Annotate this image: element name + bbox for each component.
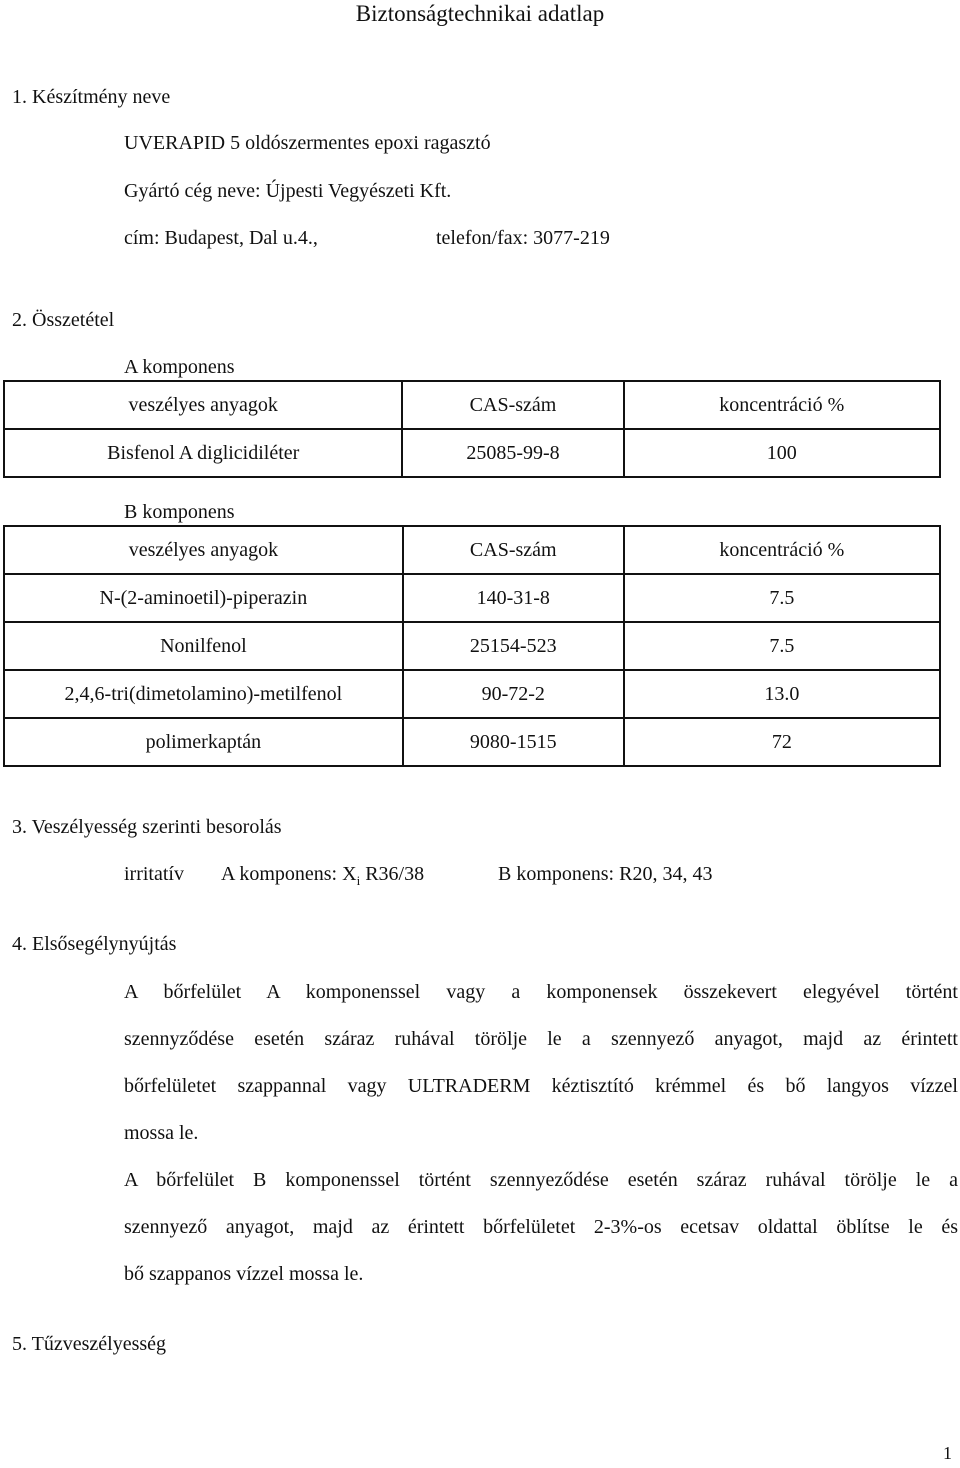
section-1-heading: 1. Készítmény neve <box>12 86 171 108</box>
table-cell: 7.5 <box>624 574 940 622</box>
page-number: 1 <box>943 1443 952 1463</box>
table-cell: 9080-1515 <box>403 718 624 766</box>
header-cell: CAS-szám <box>402 381 623 429</box>
address: cím: Budapest, Dal u.4., <box>124 227 318 249</box>
product-name: UVERAPID 5 oldószermentes epoxi ragasztó <box>124 132 491 154</box>
table-cell: Bisfenol A diglicidiléter <box>4 429 402 477</box>
table-cell: 72 <box>624 718 940 766</box>
table-row <box>4 670 940 718</box>
manufacturer: Gyártó cég neve: Újpesti Vegyészeti Kft. <box>124 180 452 202</box>
header-cell: veszélyes anyagok <box>4 526 403 574</box>
classification-subscript: i <box>356 873 361 888</box>
table-row <box>4 574 940 622</box>
table-cell: 7.5 <box>624 622 940 670</box>
section-2-heading: 2. Összetétel <box>12 309 115 331</box>
table-cell: 100 <box>624 429 940 477</box>
header-cell: CAS-szám <box>403 526 624 574</box>
irritant-label: irritatív <box>124 863 184 885</box>
table-cell: N-(2-aminoetil)-piperazin <box>4 574 403 622</box>
table-header-row <box>4 526 940 574</box>
table-cell: Nonilfenol <box>4 622 403 670</box>
header-cell: koncentráció % <box>624 381 940 429</box>
table-cell: 13.0 <box>624 670 940 718</box>
page-title: Biztonságtechnikai adatlap <box>355 1 605 26</box>
table-row <box>4 622 940 670</box>
table-cell: 25085-99-8 <box>402 429 623 477</box>
first-aid-line: mossa le. <box>124 1122 199 1144</box>
phone-fax: telefon/fax: 3077-219 <box>436 227 610 249</box>
section-3-heading: 3. Veszélyesség szerinti besorolás <box>12 816 282 838</box>
table-cell: 140-31-8 <box>403 574 624 622</box>
table-cell: 90-72-2 <box>403 670 624 718</box>
first-aid-line: bőrfelületet szappannal vagy ULTRADERM kéztisztító krémmel és bő langyos vízzel <box>124 1075 958 1097</box>
component-a-table <box>3 380 941 478</box>
header-cell: koncentráció % <box>624 526 940 574</box>
first-aid-line: A bőrfelület A komponenssel vagy a komponensek összekevert elegyével történt <box>124 981 958 1003</box>
first-aid-line: szennyződése esetén száraz ruhával törölje le a szennyező anyagot, majd az érintett <box>124 1028 958 1050</box>
first-aid-line: bő szappanos vízzel mossa le. <box>124 1263 364 1285</box>
table-cell: 25154-523 <box>403 622 624 670</box>
first-aid-line: szennyező anyagot, majd az érintett bőrfelületet 2-3%-os ecetsav oldattal öblítse le és <box>124 1216 958 1238</box>
component-a-label: A komponens <box>124 356 235 378</box>
component-b-label: B komponens <box>124 501 235 523</box>
component-b-classification: B komponens: R20, 34, 43 <box>498 863 713 885</box>
table-header-row <box>4 381 940 429</box>
first-aid-line: A bőrfelület B komponenssel történt szennyeződése esetén száraz ruhával törölje le a <box>124 1169 958 1191</box>
classification-prefix: A komponens: X <box>221 863 357 885</box>
component-a-classification <box>221 864 424 887</box>
table-cell: 2,4,6-tri(dimetolamino)-metilfenol <box>4 670 403 718</box>
section-5-heading: 5. Tűzveszélyesség <box>12 1333 167 1355</box>
classification-suffix: R36/38 <box>360 863 425 885</box>
table-row <box>4 718 940 766</box>
header-cell: veszélyes anyagok <box>4 381 402 429</box>
section-4-heading: 4. Elsősegélynyújtás <box>12 933 177 955</box>
component-b-table <box>3 525 941 767</box>
table-cell: polimerkaptán <box>4 718 403 766</box>
table-row <box>4 429 940 477</box>
